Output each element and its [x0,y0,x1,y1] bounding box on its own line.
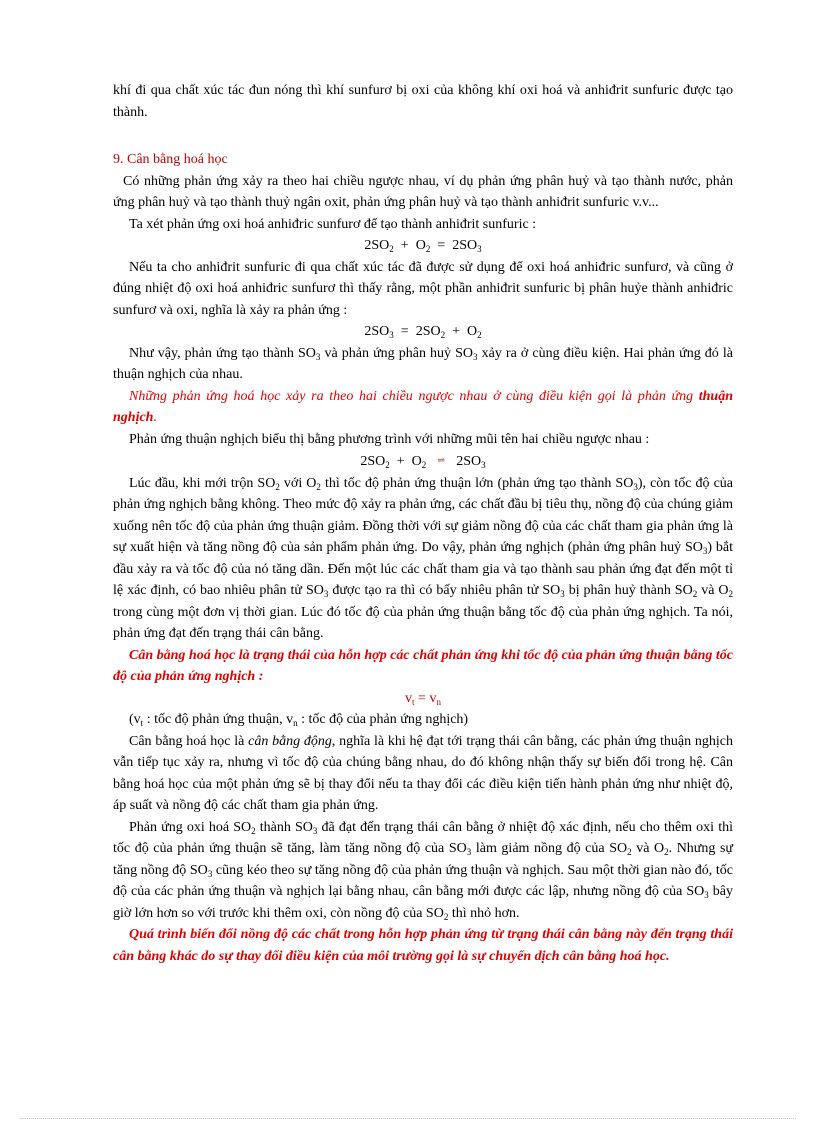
equation-reversible: $2SO_2 + O_2$ ⇌ $2SO_3$ [113,450,733,473]
definition-equilibrium-shift: Quá trình biến đổi nồng độ các chất trong hỗn hợp phản ứng từ trạng thái cân bằng này đến trạng thái cân bằng khác do sự thay đổi điều kiện của môi trường gọi là sự chuyển dịch cân bằng hoá học. [113,927,733,964]
equation-forward: $2SO_2 + O_2 = 2SO_3$ [364,238,482,254]
page-bottom-border [20,1118,796,1119]
paragraph-reversible-examples: Có những phản ứng xảy ra theo hai chiều ngược nhau, ví dụ phản ứng phân huỷ và tạo thành nước, phản ứng phân huỷ và tạo thành thuỷ ngân oxit, phản ứng phân huỷ và tạo thành anhiđrit sunfuric v.v... [113,173,733,210]
paragraph-consider-reaction: Ta xét phản ứng oxi hoá anhiđric sunfurơ để tạo thành anhiđrit sunfuric : [129,216,537,232]
section-heading: 9. Cân bằng hoá học [113,152,228,167]
paragraph-dynamic-equilibrium: Cân bằng hoá học là cân bằng động, nghĩa là khi hệ đạt tới trạng thái cân bằng, các phản ứng thuận nghịch vẫn tiếp tục xảy ra, nhưng vì tốc độ của chúng bằng nhau, do đó không nhận thấy sự biến đổi trong hệ. Cân bằng hoá học của một phản ứng sẽ bị thay đổi nếu ta thay đổi các điều kiện tiến hành phản ứng như nhiệt độ, áp suất và nồng độ các chất tham gia phản ứng. [113,733,733,813]
paragraph-arrow-notation: Phản ứng thuận nghịch biểu thị bằng phương trình với những mũi tên hai chiều ngược nhau : [129,431,650,447]
paragraph-reversible-pair: Như vậy, phản ứng tạo thành $SO_3$ và phản ứng phân huỷ $SO_3$ xảy ra ở cùng điều kiện. Hai phản ứng đó là thuận nghịch của nhau. [113,345,733,382]
document-page [113,80,733,967]
equation-reverse: $2SO_3 = 2SO_2 + O_2$ [364,324,482,340]
paragraph-rate-legend: ($v_t$ : tốc độ phản ứng thuận, $v_n$ : tốc độ của phản ứng nghịch) [129,712,469,728]
paragraph-shift-example: Phản ứng oxi hoá $SO_2$ thành $SO_3$ đã đạt đến trạng thái cân bằng ở nhiệt độ xác định, nếu cho thêm oxi thì tốc độ của phản ứng thuận sẽ tăng, làm tăng nồng độ của $SO_3$ làm giảm nồng độ của $SO_2$ và $O_2$. Nhưng sự tăng nồng độ $SO_3$ cũng kéo theo sự tăng nồng độ của phản ứng thuận và nghịch. Sau một thời gian nào đó, tốc độ của các phản ứng thuận và nghịch lại bằng nhau, cân bằng mới được các lập, nhưng nồng độ của $SO_3$ bây giờ lớn hơn so với trước khi thêm oxi, còn nồng độ của $SO_2$ thì nhỏ hơn. [113,819,734,922]
equilibrium-arrow-icon: ⇌ [437,455,446,465]
paragraph-equilibrium-explanation: Lúc đầu, khi mới trộn $SO_2$ với $O_2$ thì tốc độ phản ứng thuận lớn (phản ứng tạo thành $SO_3$), còn tốc độ của phản ứng nghịch bằng không. Theo mức độ xảy ra phản ứng, các chất đầu bị tiêu thụ, nồng độ của chúng giảm xuống nên tốc độ của phản ứng thuận giảm. Đồng thời với sự giảm nồng độ của các chất tham gia phản ứng là sự xuất hiện và tăng nồng độ của sản phẩm phản ứng. Do vậy, phản ứng nghịch (phản ứng phân huỷ $SO_3$) bắt đầu xảy ra và tốc độ của nó tăng dần. Đến một lúc các chất tham gia và tạo thành sau phản ứng đạt đến một tỉ lệ xác định, có bao nhiêu phân tử $SO_3$ được tạo ra thì có bấy nhiêu phân tử $SO_3$ bị phân huỷ thành $SO_2$ và $O_2$ trong cùng một đơn vị thời gian. Lúc đó tốc độ của phản ứng thuận bằng tốc độ của phản ứng nghịch. Ta nói, phản ứng đạt đến trạng thái cân bằng. [113,475,734,641]
definition-chemical-equilibrium: Cân bằng hoá học là trạng thái của hỗn hợp các chất phản ứng khi tốc độ của phản ứng thuận bằng tốc độ của phản ứng nghịch : [113,647,733,684]
paragraph-decomposition: Nếu ta cho anhiđrit sunfuric đi qua chất xúc tác đã được sử dụng để oxi hoá anhiđric sunfurơ, và cũng ở đúng nhiệt độ oxi hoá anhiđric sunfurơ thì thấy rằng, một phần anhiđrit sunfuric bị phân huỷe thành anhiđric sunfurơ và oxi, nghĩa là xảy ra phản ứng : [113,259,733,318]
definition-reversible-reaction: Những phản ứng hoá học xảy ra theo hai chiều ngược nhau ở cùng điều kiện gọi là phản ứng thuận nghịch. [113,388,733,425]
intro-paragraph: khí đi qua chất xúc tác đun nóng thì khí sunfurơ bị oxi của không khí oxi hoá và anhiđrit sunfuric được tạo thành. [113,83,733,120]
equation-rates: $v_t = v_n$ [405,690,441,707]
